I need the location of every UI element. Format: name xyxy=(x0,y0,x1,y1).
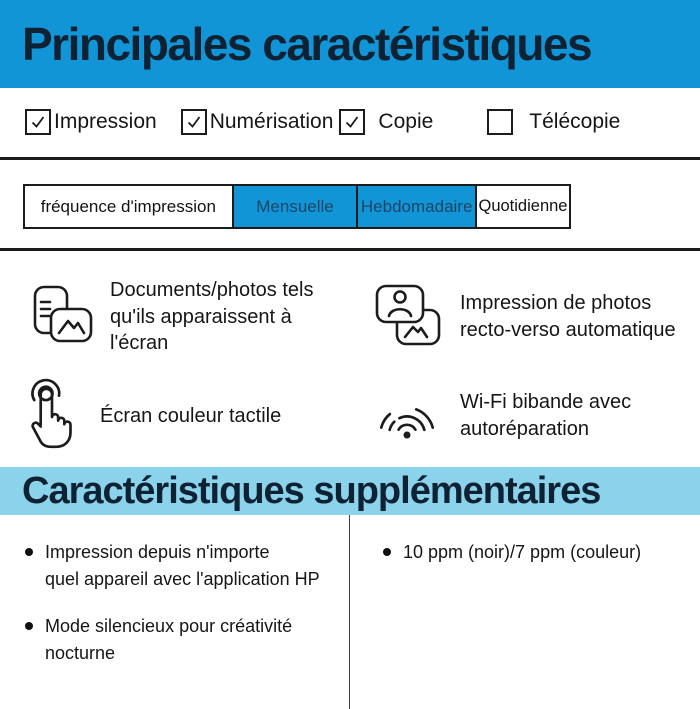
photos-duplex-icon xyxy=(368,284,446,350)
capabilities-row xyxy=(0,108,700,135)
copie-checkbox[interactable] xyxy=(339,109,365,135)
telecopie-checkbox[interactable] xyxy=(487,109,513,135)
supplementary-header-banner xyxy=(0,467,700,515)
feature-documents-photos xyxy=(0,265,350,369)
bullet-icon xyxy=(25,622,33,630)
frequency-option-quotidienne[interactable]: Quotidienne xyxy=(475,186,569,227)
frequency-option-mensuelle[interactable]: Mensuelle xyxy=(232,186,357,227)
page-title: Principales caractéristiques xyxy=(22,18,592,70)
capability-label: Impression xyxy=(54,109,157,133)
bullet-icon xyxy=(25,548,33,556)
frequency-option-hebdomadaire[interactable]: Hebdomadaire xyxy=(356,186,475,227)
capability-numerisation xyxy=(181,109,334,135)
numerisation-checkbox[interactable] xyxy=(181,109,207,135)
feature-text: Impression de photos recto-verso automatique xyxy=(460,292,676,341)
wifi-icon xyxy=(368,387,446,445)
list-item: 10 ppm (noir)/7 ppm (couleur) xyxy=(383,539,699,566)
frequency-row-label: fréquence d'impression xyxy=(25,186,232,227)
supplementary-right-column xyxy=(350,515,699,709)
print-frequency-table xyxy=(23,184,571,229)
impression-checkbox[interactable] xyxy=(25,109,51,135)
list-item: Impression depuis n'importe quel appareil avec l'application HP xyxy=(25,539,349,593)
feature-text: Documents/photos tels qu'ils apparaissent à l'écran xyxy=(110,279,314,355)
main-header-banner xyxy=(0,0,700,88)
divider xyxy=(0,157,700,160)
checkmark-icon xyxy=(185,113,203,131)
feature-text: Écran couleur tactile xyxy=(100,404,282,427)
supplementary-title: Caractéristiques supplémentaires xyxy=(22,469,601,512)
touchscreen-icon xyxy=(18,378,86,454)
list-item: Mode silencieux pour créativité nocturne xyxy=(25,613,349,667)
capability-telecopie xyxy=(487,109,620,135)
feature-text: Wi-Fi bibande avec autoréparation xyxy=(460,391,632,440)
checkmark-icon xyxy=(343,113,361,131)
bullet-icon xyxy=(383,548,391,556)
feature-photo-duplex xyxy=(350,265,700,369)
capability-label: Télécopie xyxy=(529,109,621,133)
documents-photos-icon xyxy=(18,284,96,350)
capability-copie xyxy=(339,109,433,135)
feature-wifi xyxy=(350,369,700,463)
supplementary-left-column xyxy=(0,515,350,709)
capability-label: Copie xyxy=(378,109,434,133)
supplementary-columns xyxy=(0,515,700,709)
features-grid xyxy=(0,251,700,463)
feature-touchscreen xyxy=(0,369,350,463)
capability-label: Numérisation xyxy=(209,109,334,133)
checkmark-icon xyxy=(29,113,47,131)
capability-impression xyxy=(25,109,157,135)
